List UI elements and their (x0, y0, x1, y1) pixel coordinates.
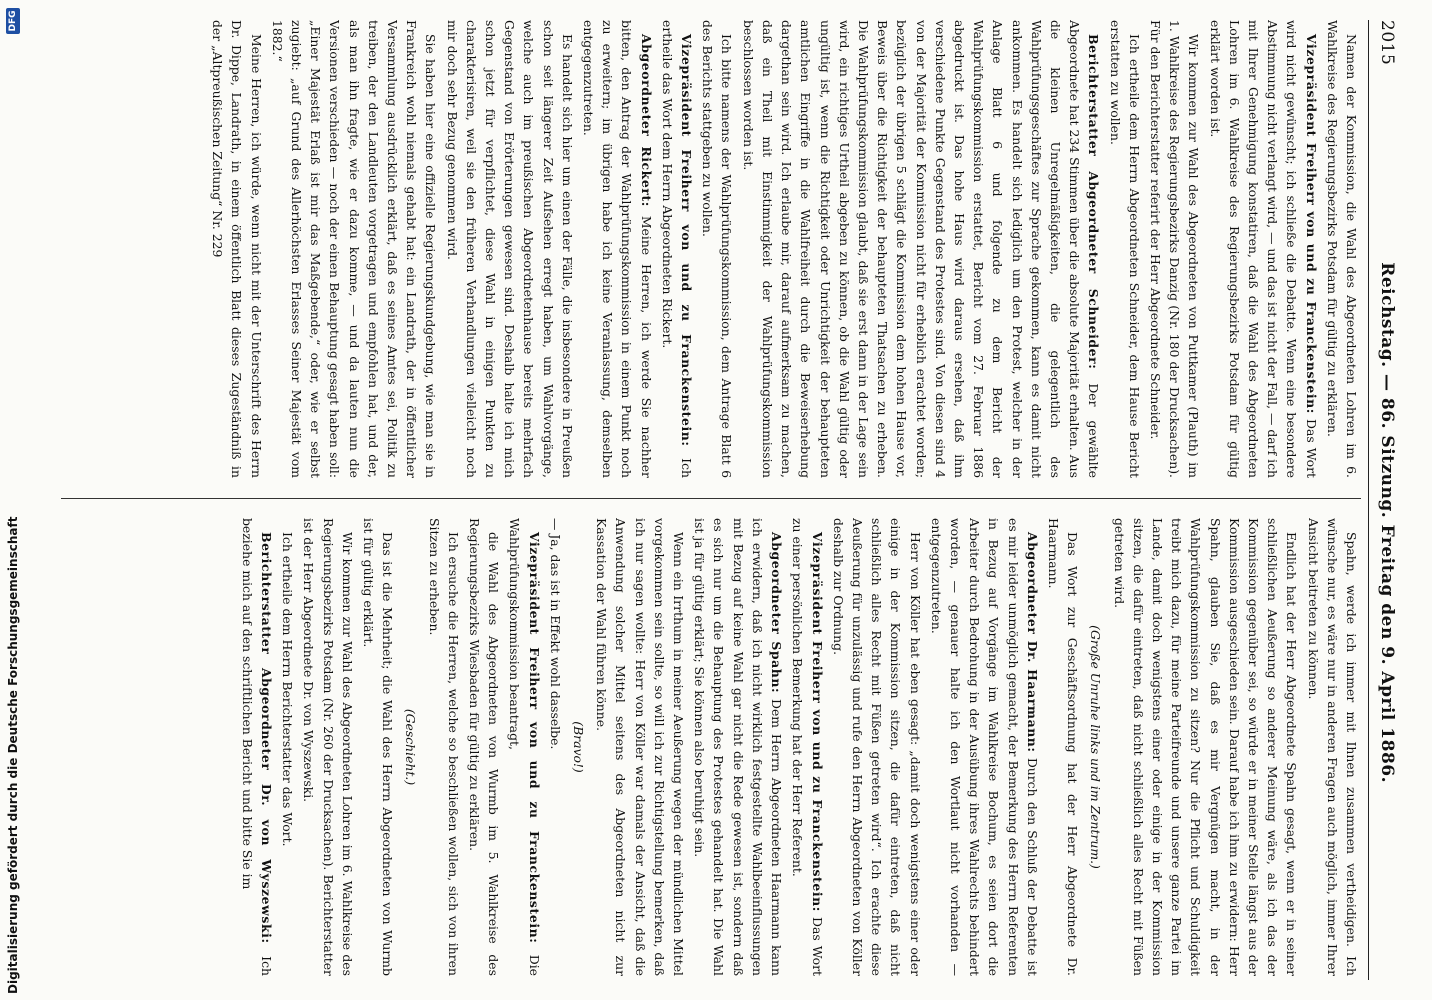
paragraph (299, 518, 357, 976)
paragraph-text: Ich ertheile dem Herrn Berichterstatter das Wort. (280, 532, 296, 847)
paragraph (788, 518, 826, 976)
paragraph (698, 20, 736, 478)
speaker-name: Vizepräsident Freiherr von und zu Franckenstein: (679, 34, 695, 447)
speaker-name: Abgeordneter Dr. Haarmann: (1024, 532, 1040, 753)
paragraph (1303, 518, 1361, 976)
speaker-name: Berichterstatter Abgeordneter Schneider: (1086, 34, 1102, 370)
paragraph-text: (Geschieht.) (403, 708, 419, 786)
paragraph-text: Meine Herren, ich werde Sie nachher bitten, den Antrag der Wahlprüfungskommission in einem Punkt noch zu erweitern; im übrigen habe ich keine Veranlassung, demselben entgegenzutreten. (581, 20, 654, 478)
paragraph (927, 518, 1042, 976)
paragraph-text: Ich ersuche die Herren, welche so beschließen wollen, sich von ihren Sitzen zu erheben. (426, 518, 461, 976)
dfg-logo-icon: DFG (6, 8, 20, 34)
paragraph-text: Meine Herren, ich würde, wenn nicht mit der Unterschrift des Herrn Dr. Dippe, Landrath, in einem öffentlich Blatt dieses Zugeständniß in der „Altpreußischen Zeitung“ Nr. 229 (210, 20, 264, 478)
rotated-content (33, 20, 1403, 980)
paragraph (1205, 20, 1320, 478)
right-column (41, 518, 1361, 976)
running-title: Reichstag. — 86. Sitzung. Freitag den 9. April 1886. (1377, 262, 1397, 784)
paragraph-text: Wir kommen zur Wahl des Abgeordneten Lohren im 6. Wahlkreise des Regierungsbezirks Potsdam (Nr. 260 der Drucksachen). Berichterstatter ist der Herr Abgeordnete Dr. von Wyszewski. (301, 518, 355, 976)
paragraph (569, 518, 588, 976)
paragraph-text: Wir kommen zur Wahl des Abgeordneten von Puttkamer (Plauth) im 1. Wahlkreise des Regierungsbezirks Danzig (Nr. 180 der Drucksachen). Für den Berichterstatter referirt der Herr Abgeordnete Schneider. (1147, 20, 1202, 478)
paragraph-text: Das Wort zur Geschäftsordnung hat der Herr Abgeordnete Dr. Haarmann. (1045, 518, 1081, 976)
paragraph-text: Ich ertheile dem Herrn Abgeordneten Schneider, dem Hause Bericht erstatten zu wollen. (1107, 20, 1142, 478)
paragraph-text: Das Wort wird nicht gewünscht; ich schließe die Debatte. Wenn eine besondere Abstimmung nicht verlangt wird, — und das ist nicht der Fall, — darf ich mit Ihrer Genehmigung konstatiren, daß die Wahl des Abgeordneten Lohren im 6. Wahlkreise des Regierungsbezirks Potsdam für gültig erklärt worden ist. (1207, 20, 1319, 478)
speaker-name: Vizepräsident Freiherr von und zu Franckenstein: (809, 532, 825, 912)
paragraph-text: (Große Unruhe links und im Zentrum.) (1088, 625, 1104, 869)
paragraph (505, 518, 543, 976)
speaker-name: Abgeordneter Rickert: (638, 34, 654, 207)
paragraph-text: Wenn ein Irrthum in meiner Aeußerung wegen der mündlichen Mittel vorgekommen sein sollte, so will ich zur Richtigstellung bemerken, daß ich nur sagen wollte: Herr von Köller war damals der Ansicht, daß die Anwendung solcher Mittel seitens des Abgeordneten nicht zur Kassation der Wahl führen könne. (594, 518, 687, 976)
paragraph (1146, 20, 1204, 478)
speaker-name: Berichterstatter Abgeordneter Dr. von Wyszewski: (259, 532, 275, 944)
paragraph-text: Durch den Schluß der Debatte ist es mir leider unmöglich gemacht, der Bemerkung des Herrn Referenten in Bezug auf Vorgänge im Wahlkreise Bochum, es seien dort die Arbeiter durch Bedrohung in der Ausübung ihres Wahlrechts behindert worden, — genauer halte ich den Wortlaut nicht vorhanden — entgegenzutreten. (928, 518, 1040, 976)
paragraph-text: Spahn, werde ich immer mit Ihnen zusammen vertheidigen. Ich wünsche nur, es wäre nur in anderen Fragen auch möglich, immer Ihrer Ansicht beitreten zu können. (1305, 518, 1359, 976)
paragraph-text: Der gewählte Abgeordnete hat 234 Stimmen über die absolute Majorität erhalten. Aus die kleinen Unregelmäßigkeiten, die gelegentlich des Wahlprüfungsgeschäftes zur Sprache gekommen, kann es damit nicht ankommen. Es handelt sich lediglich um den Protest, welcher in der Anlage Blatt 6 und folgende zu dem Bericht der Wahlprüfungskommission erstattet, Bericht vom 27. Februar 1886 abgedruckt ist. Das hohe Haus wird daraus ersehen, daß ihm verschiedene Punkte Gegenstand des Protestes sind. Von diesen sind 4 von der Majorität der Kommission nicht für erheblich erachtet worden; bezüglich der übrigen 5 schlägt die Kommission dem hohen Hause vor, Beweis über die Richtigkeit der behaupteten Thatsachen zu erheben. Die Wahlprüfungskommission glaubt, daß sie erst dann in der Lage sein wird, ein richtiges Urtheil abgeben zu können, ob die Wahl gültig oder ungültig ist, wenn die Richtigkeit oder Unrichtigkeit der behaupteten amtlichen Eingriffe in die Wahlfreiheit durch die Beweiserhebung dargethan sein wird. Ich erlaube mir, darauf aufmerksam zu machen, daß ein Theil mit Einstimmigkeit der Wahlprüfungskommission beschlossen worden ist. (740, 20, 1102, 478)
credit-text: Digitalisierung gefördert durch die Deutsche Forschungsgemeinschaft (6, 516, 20, 994)
paragraph-text: Das Wort zu einer persönlichen Bemerkung hat der Herr Referent. (790, 518, 825, 976)
paragraph (739, 20, 1104, 478)
paragraph-text: Es handelt sich hier um einen der Fälle, die insbesondere in Preußen schon seit längerer Zeit Aufsehen erregt haben, um Wahlvorgänge, welche auch im preußischen Abgeordnetenhause bereits mehrfach Gegenstand von Erörterungen gewesen sind. Deshalb halte ich mich schon jetzt für verpflichtet, diese Wahl in einigen Punkten zu charakterisiren, weil sie den früheren Verhandlungen vielleicht noch mir doch sehr Bezug genommen wird. (444, 20, 575, 478)
left-column (41, 20, 1361, 478)
paragraph (579, 20, 656, 478)
speaker-name: Abgeordneter Spahn: (769, 532, 785, 694)
paragraph (442, 20, 576, 478)
paragraph (238, 518, 276, 976)
speaker-name: Vizepräsident Freiherr von und zu Franckenstein: (526, 532, 542, 944)
column-divider (61, 498, 1361, 499)
paragraph-text: Ich bitte namens der Wahlprüfungskommission, dem Antrage Blatt 6 des Berichts stattgeben zu wollen. (700, 20, 735, 478)
header-rule (1368, 20, 1369, 980)
page-header (1371, 20, 1403, 980)
paragraph (829, 518, 925, 976)
paragraph (1109, 518, 1301, 976)
paragraph-text: Ich beziehe mich auf den schriftlichen Bericht und bitte Sie im (239, 518, 275, 976)
paragraph-text: Dem Herrn Abgeordneten Haarmann kann ich erwidern, daß ich nicht wirklich festgestellte Wahlbeeinflussungen mit Bezug auf keine Wahl gar nicht die Rede gewesen ist, sondern daß es sich nur um die Behauptung des Protestes gehandelt hat. Die Wahl ist ja für gültig erklärt; Sie können also beruhigt sein. (692, 518, 785, 976)
paragraph (424, 518, 462, 976)
paragraph (690, 518, 786, 976)
paragraph (546, 518, 565, 976)
paragraph-text: Namen der Kommission, die Wahl des Abgeordneten Lohren im 6. Wahlkreise des Regierungsbezirks Potsdam für gültig zu erklären. (1324, 20, 1359, 478)
paragraph (208, 20, 266, 478)
paragraph (658, 20, 696, 478)
paragraph (1105, 20, 1143, 478)
paragraph (268, 20, 441, 478)
speaker-name: Vizepräsident Freiherr von und zu Franckenstein: (1303, 34, 1319, 414)
paragraph-text: Endlich hat der Herr Abgeordnete Spahn gesagt, wenn er in seiner schließlichen Aeußerung so anderer Meinung wäre, als ich das der Kommission gegenüber sei, so würde er in meiner Stelle längst aus der Kommission ausgeschieden sein. Darauf habe ich ihm zu erwidern: Herr Spahn, glauben Sie, daß es mir Vergnügen macht, in der Wahlprüfungskommission zu sitzen? Nur die Pflicht und Schuldigkeit treibt mich dazu, für meine Parteifreunde und unsere ganze Partei im Lande, damit doch wenigstens einer oder einige in der Kommission sitzen, die dafür eintreten, daß nicht schließlich alles Recht mit Füßen getreten wird. (1111, 518, 1300, 976)
paragraph (1086, 518, 1105, 976)
paragraph-text: Herr von Köller hat eben gesagt: „damit doch wenigstens einer oder einige in der Kommission sitzen, die dafür eintreten, daß nicht schließlich alles Recht mit Füßen getreten wird“. Ich erachte diese Aeußerung für unzulässig und rufe den Herrn Abgeordneten von Köller deshalb zur Ordnung. (830, 518, 923, 976)
paragraph (1323, 20, 1361, 478)
paragraph (1044, 518, 1082, 976)
page-number: 2015 (1377, 20, 1397, 66)
paragraph (592, 518, 688, 976)
digitization-credit (2, 0, 24, 1000)
paragraph (278, 518, 297, 976)
paragraph (359, 518, 397, 976)
paragraph-text: Das ist die Mehrheit; die Wahl des Herrn Abgeordneten von Wurmb ist für gültig erklärt. (361, 518, 396, 976)
paragraph-text: die Wahl des Abgeordneten von Wurmb im 5. Wahlkreise des Regierungsbezirks Wiesbaden für gültig zu erklären. (467, 518, 502, 976)
paragraph-text: Sie haben hier eine offizielle Regierungskundgebung, wie man sie in Frankreich wohl niemals gehabt hat: ein Landrath, der in öffentlicher Versammlung ausdrücklich erklärt, daß es seines Amtes sei, Politik zu treiben, der den Landleuten vorgetragen und empfohlen hat, und der, als man ihn fragte, wie er dazu komme, — und da lauten nun die Versionen verschieden — noch der einen Behauptung gesagt haben soll: „Einer Majestät Erlaß ist mir das Maßgebende,“ oder, wie er selbst zugiebt: „auf Grund des Allerhöchsten Erlasses Seiner Majestät vom 1882.“ (269, 20, 439, 478)
paragraph-text: Ich ertheile das Wort dem Herrn Abgeordneten Rickert. (659, 20, 695, 478)
paragraph (465, 518, 503, 976)
paragraph-text: (Bravo!) (571, 721, 587, 773)
paragraph-text: Die Wahlprüfungskommission beantragt, (507, 518, 542, 976)
paragraph (401, 518, 420, 976)
paragraph-text: — Ja, das ist in Effekt wohl dasselbe. (547, 518, 563, 750)
